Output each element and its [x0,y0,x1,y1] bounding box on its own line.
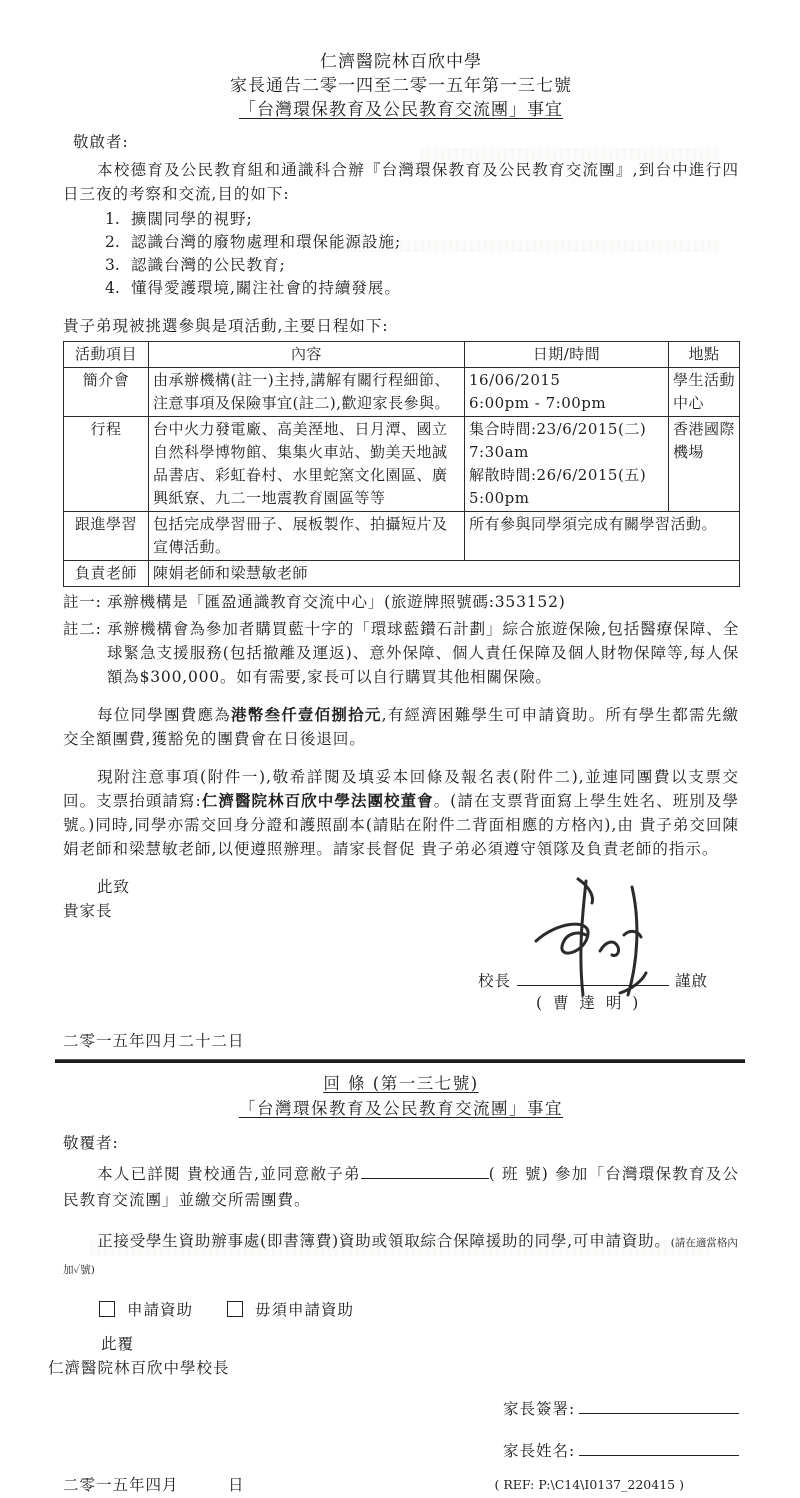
header-datetime: 日期/時間 [465,342,669,368]
fee-post: ,有經濟困難學生可申請資助。所有學生都需先繳交全額團費,獲豁免的團費會在日後退回。 [63,706,739,748]
objective-number: 1. [105,210,120,228]
itinerary-assembly: 集合時間:23/6/2015(二) 7:30am [469,420,647,461]
principal-name: ( 曹 達 明 ) [536,994,642,1012]
itinerary-item: 行程 [64,417,149,512]
header-content: 內容 [149,342,465,368]
subject-line: 「台灣環保教育及公民教育交流團」事宜 [239,100,563,120]
closing-block [63,875,739,1025]
parent-name-row [503,1438,739,1464]
consent-part1: 本人已詳閱 貴校通告,並同意敝子弟 [97,1165,361,1183]
apply-subsidy-checkbox[interactable] [99,1301,115,1317]
file-reference: ( REF: P:\C14\I0137_220415 ) [494,1477,684,1492]
reply-close: 此覆 [101,1335,135,1353]
objective-text: 認識台灣的廢物處理和環保能源設施; [131,233,402,251]
apply-subsidy-label: 申請資助 [127,1301,194,1319]
this-notice: 此致 [97,878,131,896]
header-activity: 活動項目 [64,342,149,368]
followup-requirement: 所有參與同學須完成有關學習活動。 [465,512,740,561]
principal-signature-line [517,971,669,986]
schedule-intro: 貴子弟現被挑選參與是項活動,主要日程如下: [63,317,389,335]
consent-paragraph [63,1161,739,1213]
briefing-datetime [465,368,669,417]
bottom-row [63,1472,739,1498]
consent-bracket: ( 班 號) 參加「台灣環保教育及公民教育交流團」並繳交所需團費。 [63,1165,739,1209]
note-2-label: 註二: [63,620,102,638]
submission-part2: 。(請在支票背面寫上學生姓名、班別及學號。)同時,同學亦需交回身分證和護照副本(請貼在附件二背面相應的方格內),由 貴子弟交回陳娟老師和梁慧敏老師,以便遵照辦理。請家長督促 貴子弟必須遵守領隊及負責老師的指示。 [63,792,739,858]
parent-sign-row [503,1396,739,1422]
note-2 [63,617,739,689]
objectives-list [63,208,739,300]
signature-area [478,891,738,1021]
intro-paragraph: 本校德育及公民教育組和通識科合辦『台灣環保教育及公民教育交流團』,到台中進行四日三夜的考察和交流,目的如下: [63,161,739,203]
table-row-followup [64,512,740,561]
objective-item [63,208,739,231]
objective-item [63,231,739,254]
note-1 [63,590,739,614]
briefing-venue: 學生活動中心 [669,368,740,417]
table-row-teachers [64,561,740,587]
table-row-itinerary [64,417,740,512]
subsidy-options [63,1298,739,1322]
objective-text: 認識台灣的公民教育; [131,256,286,274]
briefing-date: 16/06/2015 [469,371,561,389]
itinerary-datetime [465,417,669,512]
principal-sign-row [478,969,738,993]
note-1-label: 註一: [63,593,102,611]
followup-content: 包括完成學習冊子、展板製作、拍攝短片及宣傳活動。 [149,512,465,561]
table-header-row [64,342,740,368]
itinerary-venue: 香港國際機場 [669,417,740,512]
briefing-item: 簡介會 [64,368,149,417]
cheque-payee: 仁濟醫院林百欣中學法團校董會 [201,791,434,810]
fee-amount: 港幣叁仟壹佰捌拾元 [230,705,382,724]
itinerary-dismissal: 解散時間:26/6/2015(五) 5:00pm [469,466,647,507]
schedule-table [63,341,740,587]
parent-signature-blank[interactable] [579,1398,739,1414]
subsidy-small-note: (請在適當格內加✓號) [63,1236,738,1276]
briefing-content: 由承辦機構(註一)主持,講解有關行程細節、注意事項及保險事宜(註二),歡迎家長參與。 [149,368,465,417]
addressee: 貴家長 [63,902,113,920]
followup-item: 跟進學習 [64,512,149,561]
section-separator [55,1059,745,1063]
submission-part1: 現附注意事項(附件一),敬希詳閱及填妥本回條及報名表(附件二),並連同團費以支票交回。支票抬頭請寫: [63,768,739,810]
salutation: 敬啟者: [73,133,129,151]
objective-text: 懂得愛護環境,關注社會的持續發展。 [131,279,401,297]
parent-name-label: 家長姓名: [503,1442,576,1460]
no-subsidy-label: 毋須申請資助 [254,1301,354,1319]
header-venue: 地點 [669,342,740,368]
itinerary-content: 台中火力發電廠、高美溼地、日月潭、國立自然科學博物館、集集火車站、勤美天地誠品書店、彩虹眷村、水里蛇窯文化園區、廣興紙寮、九二一地震教育園區等等 [149,417,465,512]
notice-number-line: 家長通告二零一四至二零一五年第一三七號 [230,76,572,96]
parent-name-blank[interactable] [579,1440,739,1456]
reply-slip-title: 回 條 (第一三七號) [323,1074,479,1093]
teachers-item: 負責老師 [64,561,149,587]
briefing-time: 6:00pm - 7:00pm [469,394,607,412]
school-name: 仁濟醫院林百欣中學 [320,52,482,72]
parent-sign-label: 家長簽署: [503,1400,576,1418]
reply-principal-line: 仁濟醫院林百欣中學校長 [48,1359,230,1377]
objective-item [63,254,739,277]
fee-paragraph [63,703,739,751]
no-subsidy-checkbox[interactable] [227,1301,243,1317]
objective-number: 2. [105,233,120,251]
respectfully-label: 謹啟 [675,972,709,990]
objective-item [63,277,739,300]
principal-label: 校長 [478,972,512,990]
reply-salutation: 敬覆者: [63,1134,119,1152]
objective-text: 擴闊同學的視野; [131,210,253,228]
table-row-briefing [64,368,740,417]
note-2-text: 承辦機構會為參加者購買藍十字的「環球藍鑽石計劃」綜合旅遊保險,包括醫療保障、全球緊急支援服務(包括撤離及運返)、意外保障、個人責任保障及個人財物保障等,每人保額為$300,000。如有需要,家長可以自行購買其他相關保險。 [107,620,739,686]
objective-number: 4. [105,279,120,297]
reply-slip-subject: 「台灣環保教育及公民教育交流團」事宜 [239,1099,563,1118]
submission-paragraph [63,765,739,861]
reply-date: 二零一五年四月 日 [63,1476,245,1494]
subsidy-text: 正接受學生資助辦事處(即書簿費)資助或領取綜合保障援助的同學,可申請資助。 [97,1231,671,1250]
notice-date: 二零一五年四月二十二日 [63,1032,245,1050]
teachers-content: 陳娟老師和梁慧敏老師 [149,561,740,587]
notice-page [48,50,739,1498]
objective-number: 3. [105,256,120,274]
student-name-blank[interactable] [361,1163,489,1179]
subsidy-line [63,1229,739,1283]
fee-pre: 每位同學團費應為 [97,706,231,724]
note-1-text: 承辦機構是「匯盈通識教育交流中心」(旅遊牌照號碼:353152) [107,593,566,611]
